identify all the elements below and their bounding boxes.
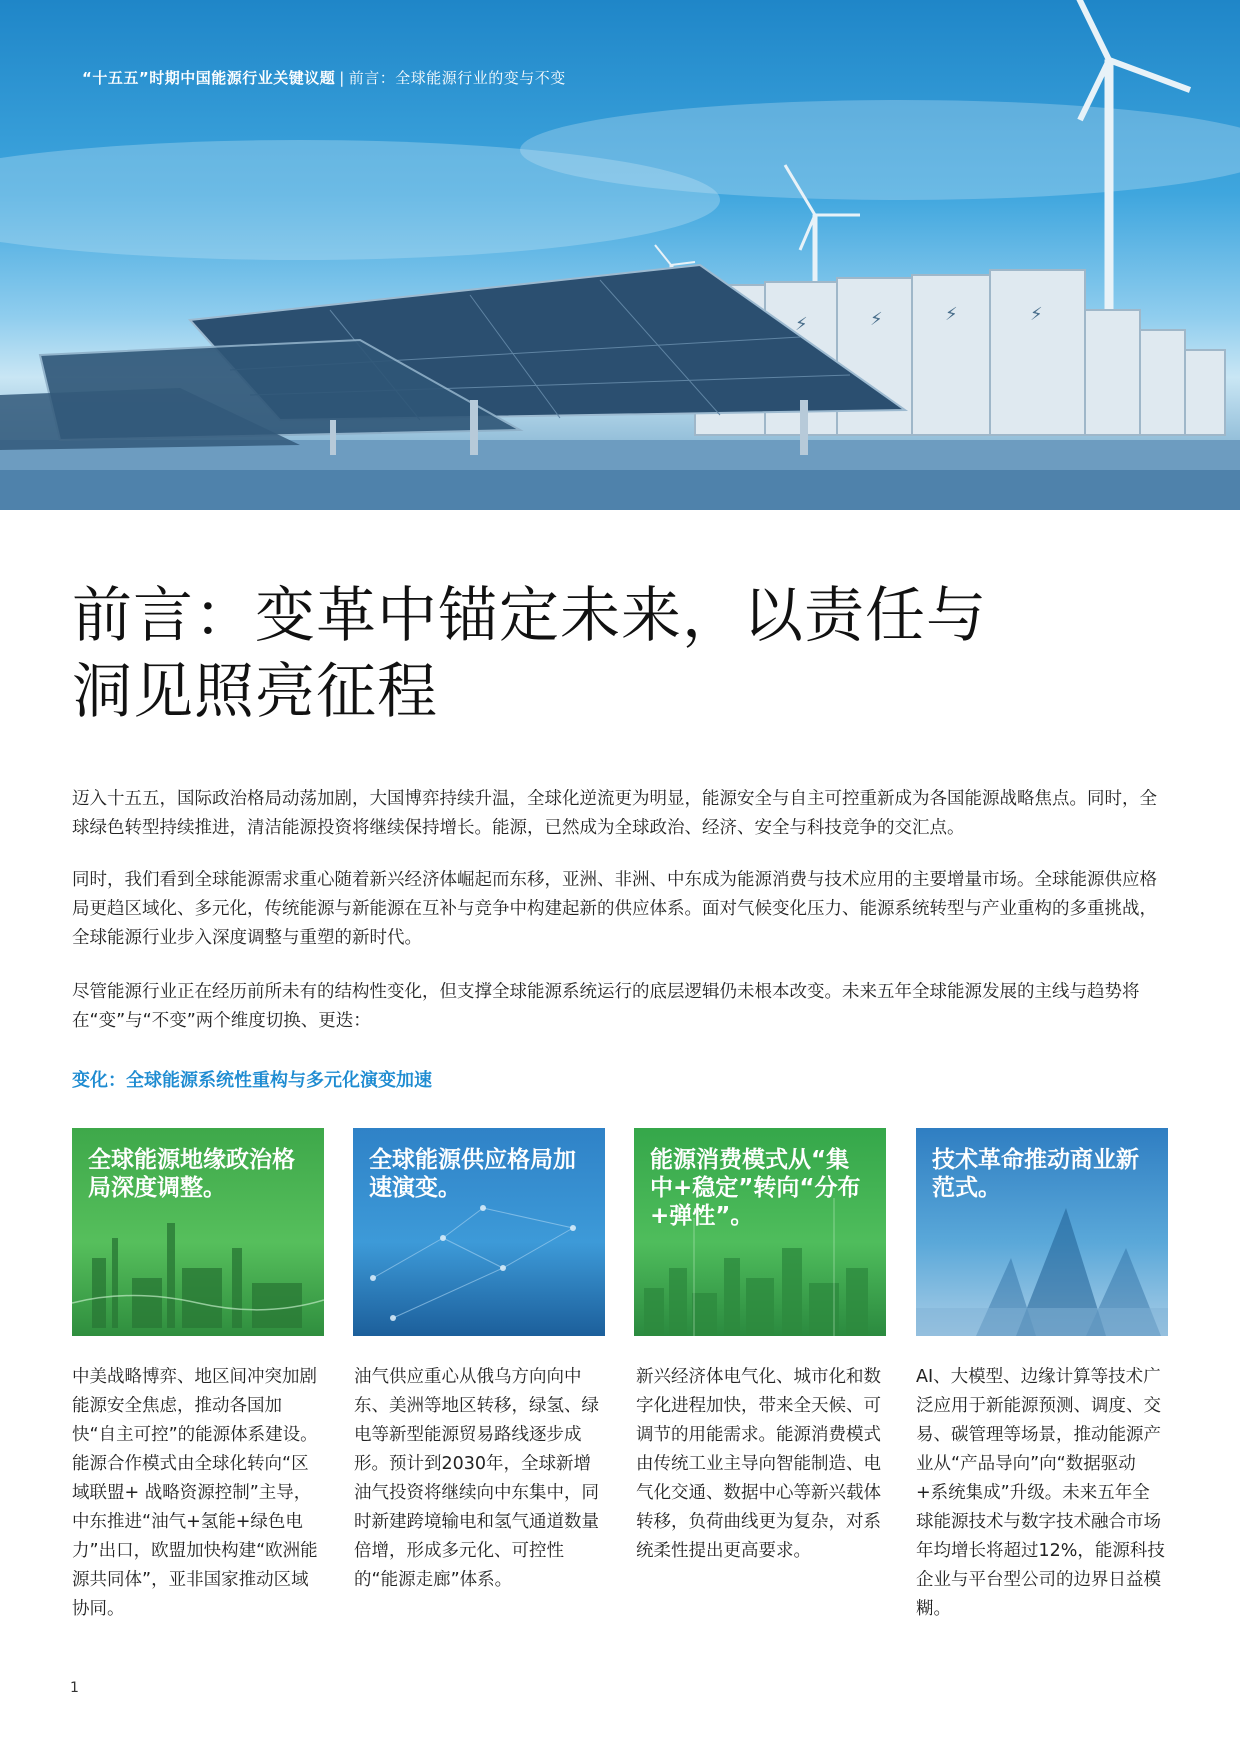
- svg-text:⚡: ⚡: [795, 314, 808, 335]
- card-image-supply: [353, 1128, 605, 1336]
- page-title-line-2: 洞见照亮征程: [72, 657, 438, 727]
- svg-text:⚡: ⚡: [945, 304, 958, 325]
- card-title-technology: 技术革命推动商业新范式。: [932, 1147, 1139, 1201]
- card-text-geopolitics: 中美战略博弈、地区间冲突加剧能源安全焦虑，推动各国加快“自主可控”的能源体系建设。能源合作模式由全球化转向“区域联盟+ 战略资源控制”主导，中东推进“油气+氢能+绿色电力”出口，欧盟加快构建“欧洲能源共同体”，亚非国家推动区域协同。: [72, 1367, 318, 1619]
- page-title-line-1: 前言：变革中锚定未来，以责任与: [72, 581, 987, 651]
- header-separator: |: [339, 69, 345, 87]
- card-image-geopolitics: [72, 1128, 324, 1336]
- paragraph-2: 同时，我们看到全球能源需求重心随着新兴经济体崛起而东移，亚洲、非洲、中东成为能源消费与技术应用的主要增量市场。全球能源供应格局更趋区域化、多元化，传统能源与新能源在互补与竞争中构建起新的供应体系。面对气候变化压力、能源系统转型与产业重构的多重挑战，全球能源行业步入深度调整与重塑的新时代。: [72, 870, 1157, 948]
- card-title-consumption: 能源消费模式从“集中+稳定”转向“分布+弹性”。: [650, 1147, 861, 1229]
- paragraph-3: 尽管能源行业正在经历前所未有的结构性变化，但支撑全球能源系统运行的底层逻辑仍未根本改变。未来五年全球能源发展的主线与趋势将在“变”与“不变”两个维度切换、更迭：: [72, 982, 1140, 1031]
- card-image-technology: [916, 1128, 1168, 1336]
- card-title-geopolitics: 全球能源地缘政治格局深度调整。: [88, 1147, 295, 1201]
- svg-text:⚡: ⚡: [1030, 304, 1043, 325]
- page-title: [72, 578, 1172, 730]
- report-title: “十五五”时期中国能源行业关键议题: [82, 69, 336, 87]
- svg-text:⚡: ⚡: [870, 309, 883, 330]
- header-section: 前言：全球能源行业的变与不变: [348, 69, 566, 87]
- running-header: [82, 67, 566, 88]
- paragraph-1: 迈入十五五，国际政治格局动荡加剧，大国博弈持续升温，全球化逆流更为明显，能源安全与自主可控重新成为各国能源战略焦点。同时，全球绿色转型持续推进，清洁能源投资将继续保持增长。能源，已然成为全球政治、经济、安全与科技竞争的交汇点。: [72, 789, 1157, 838]
- card-text-consumption: 新兴经济体电气化、城市化和数字化进程加快，带来全天候、可调节的用能需求。能源消费模式由传统工业主导向智能制造、电气化交通、数据中心等新兴载体转移，负荷曲线更为复杂，对系统柔性提出更高要求。: [636, 1367, 881, 1561]
- card-text-technology: AI、大模型、边缘计算等技术广泛应用于新能源预测、调度、交易、碳管理等场景，推动能源产业从“产品导向”向“数据驱动+系统集成”升级。未来五年全球能源技术与数字技术融合市场年均增长将超过12%，能源科技企业与平台型公司的边界日益模糊。: [916, 1367, 1165, 1619]
- card-image-consumption: [634, 1128, 886, 1336]
- hero-image: [0, 0, 1240, 510]
- page-number: 1: [70, 1680, 79, 1696]
- card-text-supply: 油气供应重心从俄乌方向向中东、美洲等地区转移，绿氢、绿电等新型能源贸易路线逐步成形。预计到2030年，全球新增油气投资将继续向中东集中，同时新建跨境输电和氢气通道数量倍增，形成多元化、可控性的“能源走廊”体系。: [354, 1367, 599, 1590]
- section-heading: 变化：全球能源系统性重构与多元化演变加速: [72, 1070, 432, 1091]
- card-title-supply: 全球能源供应格局加速演变。: [369, 1147, 576, 1201]
